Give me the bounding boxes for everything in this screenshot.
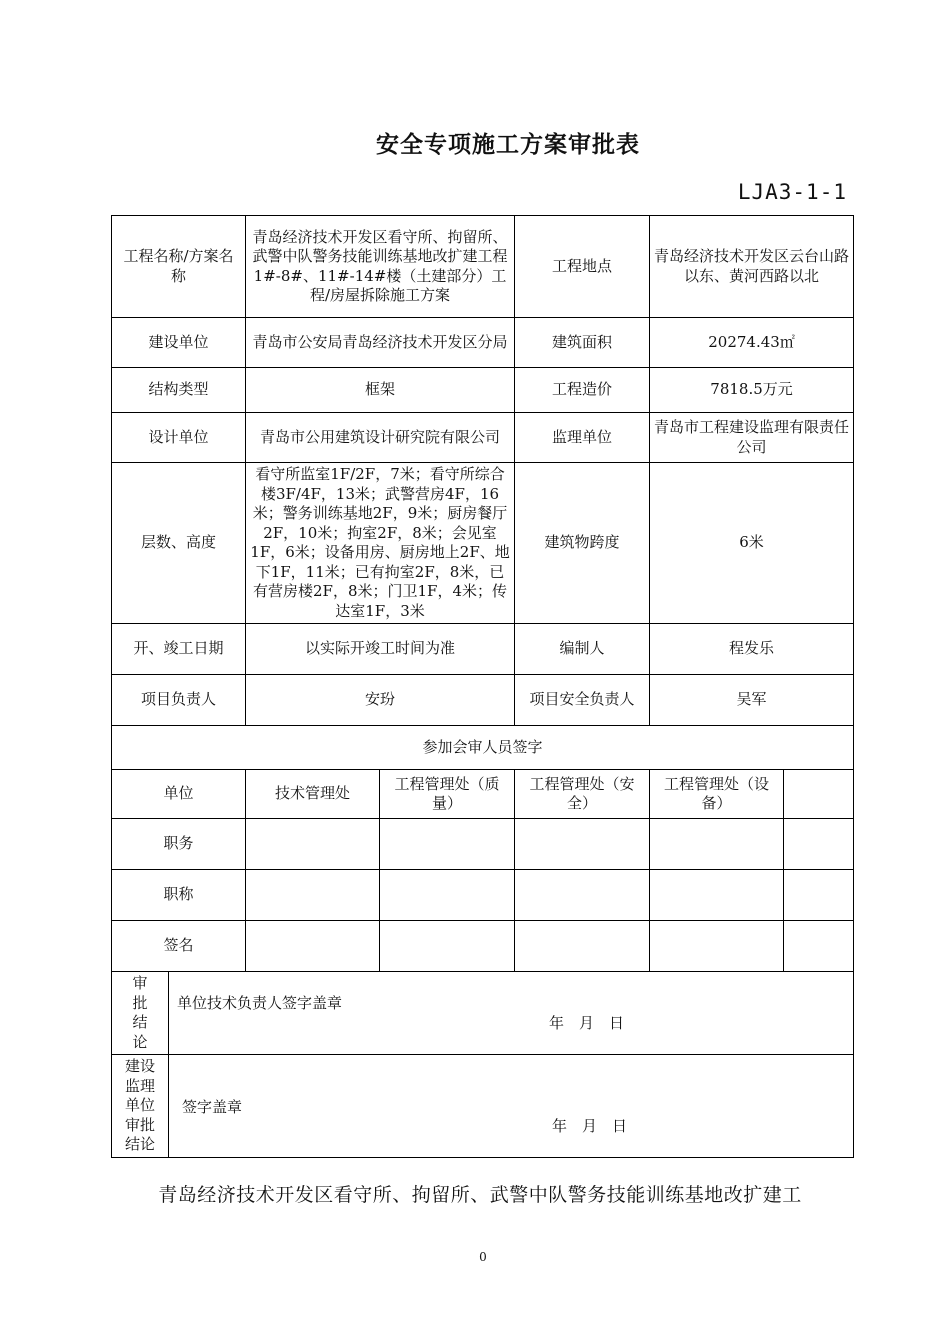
review-col-tech: 技术管理处	[246, 770, 380, 819]
project-name-label: 工程名称/方案名称	[112, 216, 246, 318]
dates-label: 开、竣工日期	[112, 624, 246, 675]
page-title: 安全专项施工方案审批表	[376, 131, 640, 158]
span-value: 6米	[650, 463, 854, 624]
supervision-date: 年 月 日	[552, 1116, 628, 1135]
safety-value: 吴军	[650, 675, 854, 726]
structure-label: 结构类型	[112, 368, 246, 413]
pm-label: 项目负责人	[112, 675, 246, 726]
supervisor-label: 监理单位	[515, 413, 650, 463]
review-row-position: 职务	[112, 819, 246, 870]
review-col-equipment: 工程管理处（设备）	[650, 770, 784, 819]
span-label: 建筑物跨度	[515, 463, 650, 624]
review-cell[interactable]	[246, 870, 380, 921]
review-cell[interactable]	[380, 870, 515, 921]
safety-label: 项目安全负责人	[515, 675, 650, 726]
floors-value: 看守所监室1F/2F，7米；看守所综合楼3F/4F，13米；武警营房4F，16米；警务训练基地2F，9米；厨房餐厅2F，10米；拘室2F，8米；会见室1F，6米；设备用房、厨房地上2F、地下1F，11米；已有拘室2F，8米，已有营房楼2F，8米；门卫1F，4米；传达室1F，3米	[246, 463, 515, 624]
review-cell[interactable]	[246, 921, 380, 972]
review-cell[interactable]	[650, 819, 784, 870]
pm-value: 安玢	[246, 675, 515, 726]
review-col-empty	[784, 770, 854, 819]
review-cell[interactable]	[784, 870, 854, 921]
review-row-title: 职称	[112, 870, 246, 921]
dates-value: 以实际开竣工时间为准	[246, 624, 515, 675]
floors-label: 层数、高度	[112, 463, 246, 624]
review-cell[interactable]	[650, 921, 784, 972]
review-row-signature: 签名	[112, 921, 246, 972]
designer-value: 青岛市公用建筑设计研究院有限公司	[246, 413, 515, 463]
review-cell[interactable]	[515, 870, 650, 921]
location-label: 工程地点	[515, 216, 650, 318]
compiler-value: 程发乐	[650, 624, 854, 675]
supervision-signature-area[interactable]	[169, 1055, 854, 1158]
review-cell[interactable]	[515, 921, 650, 972]
review-col-safety: 工程管理处（安全）	[515, 770, 650, 819]
area-value: 20274.43㎡	[650, 318, 854, 368]
approval-signature-area[interactable]	[169, 972, 854, 1055]
review-cell[interactable]	[650, 870, 784, 921]
review-cell[interactable]	[380, 921, 515, 972]
designer-label: 设计单位	[112, 413, 246, 463]
review-cell[interactable]	[515, 819, 650, 870]
compiler-label: 编制人	[515, 624, 650, 675]
supervision-text: 签字盖章	[182, 1097, 243, 1116]
location-value: 青岛经济技术开发区云台山路以东、黄河西路以北	[650, 216, 854, 318]
review-section-title: 参加会审人员签字	[112, 726, 854, 770]
page-number: 0	[479, 1250, 487, 1264]
body-text: 青岛经济技术开发区看守所、拘留所、武警中队警务技能训练基地改扩建工	[158, 1184, 802, 1206]
approval-date: 年 月 日	[549, 1014, 625, 1032]
builder-value: 青岛市公安局青岛经济技术开发区分局	[246, 318, 515, 368]
review-cell[interactable]	[246, 819, 380, 870]
form-code: LJA3-1-1	[737, 180, 847, 204]
cost-value: 7818.5万元	[650, 368, 854, 413]
approval-form-table	[111, 215, 854, 1158]
area-label: 建筑面积	[515, 318, 650, 368]
builder-label: 建设单位	[112, 318, 246, 368]
review-col-quality: 工程管理处（质量）	[380, 770, 515, 819]
structure-value: 框架	[246, 368, 515, 413]
review-cell[interactable]	[380, 819, 515, 870]
review-cell[interactable]	[784, 921, 854, 972]
review-cell[interactable]	[784, 819, 854, 870]
approval-label: 审批结论	[112, 972, 169, 1055]
approval-text: 单位技术负责人签字盖章	[177, 994, 343, 1012]
cost-label: 工程造价	[515, 368, 650, 413]
supervision-label: 建设监理单位审批结论	[112, 1055, 169, 1158]
project-name-value: 青岛经济技术开发区看守所、拘留所、武警中队警务技能训练基地改扩建工程1#-8#、11#-14#楼（土建部分）工程/房屋拆除施工方案	[246, 216, 515, 318]
supervisor-value: 青岛市工程建设监理有限责任公司	[650, 413, 854, 463]
review-unit-label: 单位	[112, 770, 246, 819]
